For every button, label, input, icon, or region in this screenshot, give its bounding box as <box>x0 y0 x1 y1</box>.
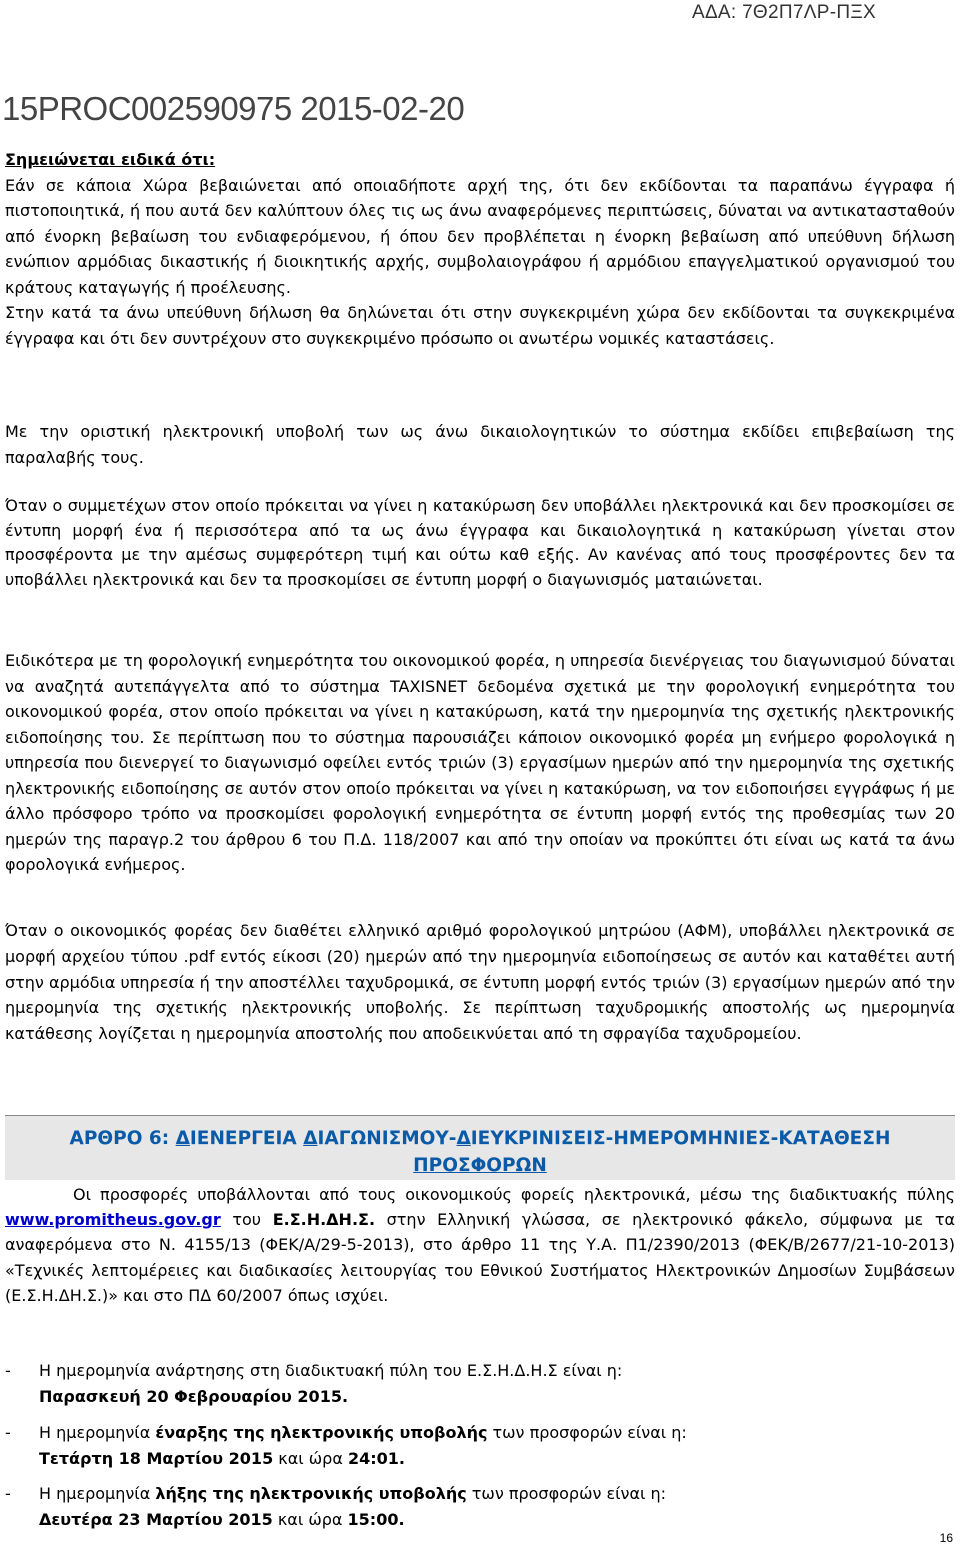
date-item-text-bold: λήξης της ηλεκτρονικής υποβολής <box>155 1484 467 1503</box>
date-item-date: Τετάρτη 18 Μαρτίου 2015 <box>39 1449 274 1468</box>
note-paragraph-1: Εάν σε κάποια Χώρα βεβαιώνεται από οποιαδήποτε αρχή της, ότι δεν εκδίδονται τα παραπάνω έγγραφα ή πιστοποιητικά, ή που αυτά δεν καλύπτουν όλες τις ως άνω αναφερόμενες περιπτώσεις, δύναται να αντικατασταθούν από ένορκη βεβαίωση του ενδιαφερόμενου, ή όπου δεν προβλέπεται η ένορκη βεβαίωση από υπεύθυνη δήλωση ενώπιον αρμόδιας δικαστικής ή διοικητικής αρχής, συμβολαιογράφου ή αρμόδιου επαγγελματικού οργανισμού του κράτους καταγωγής ή προέλευσης. <box>5 175 955 297</box>
dash-bullet: - <box>5 1361 11 1380</box>
note-section <box>5 147 955 351</box>
date-item-text-pre: Η ημερομηνία <box>39 1423 156 1442</box>
article-title-u1: Δ <box>175 1128 190 1149</box>
date-item-time: 15:00. <box>347 1510 405 1529</box>
date-item-time-label: και ώρα <box>272 1510 348 1529</box>
date-item-start <box>5 1420 955 1472</box>
article-title-mid3: ΙΕΥΚΡΙΝΙΣΕΙΣ-ΗΜΕΡΟΜΗΝΙΕΣ-ΚΑΤΑΘΕΣΗ <box>470 1128 891 1149</box>
article-body-a: Οι προσφορές υποβάλλονται από τους οικονομικούς φορείς ηλεκτρονικά, μέσω της διαδικτυακής πύλης <box>73 1185 955 1204</box>
tax-paragraph: Ειδικότερα με τη φορολογική ενημερότητα του οικονομικού φορέα, η υπηρεσία διενέργειας του διαγωνισμού δύναται να αναζητά αυτεπάγγελτα από το σύστημα TAXISNET δεδομένα σχετικά με την φορολογική ενημερότητα του οικονομικού φορέα, στον οποίο πρόκειται να γίνει η κατακύρωση, κατά την ημερομηνία της σχετικής ηλεκτρονικής ειδοποίησης του. Σε περίπτωση που το σύστημα παρουσιάζει κάποιον οικονομικό φορέα μη ενήμερο φορολογικά η υπηρεσία που διενεργεί το διαγωνισμό οφείλει εντός τριών (3) εργασίμων ημερών από την ημερομηνία της σχετικής ηλεκτρονικής ειδοποίησης σε αυτόν στον οποίο πρόκειται να γίνει η κατακύρωση, να τον ειδοποιήσει εγγράφως ή με άλλο πρόσφορο τρόπο να προσκομίσει φορολογική ενημερότητα σε έντυπη μορφή εντός της προθεσμίας των 20 ημερών της παραγρ.2 του άρθρου 6 του Π.Δ. 118/2007 και από την οποίαν να προκύπτει ότι είναι ως κατά τα άνω φορολογικά ενήμερος. <box>5 651 955 874</box>
article-body-bold: Ε.Σ.Η.ΔΗ.Σ. <box>272 1210 376 1230</box>
date-item-time: 24:01. <box>347 1449 405 1468</box>
date-item-time-label: και ώρα <box>273 1449 348 1468</box>
date-item-publish <box>5 1358 955 1410</box>
date-item-text-post: των προσφορών είναι η: <box>466 1484 667 1503</box>
proc-code: 15PROC002590975 2015-02-20 <box>2 90 465 127</box>
article-body-b: του <box>220 1210 273 1230</box>
date-item-date: Δευτέρα 23 Μαρτίου 2015 <box>39 1510 273 1529</box>
ada-code: ΑΔΑ: 7Θ2Π7ΛΡ-ΠΞΧ <box>691 2 876 23</box>
date-item-date: Παρασκευή 20 Φεβρουαρίου 2015. <box>39 1387 349 1406</box>
date-item-end <box>5 1481 955 1533</box>
article-heading <box>5 1125 955 1179</box>
dash-bullet: - <box>5 1484 11 1503</box>
date-item-text: Η ημερομηνία ανάρτησης στη διαδικτυακή πύλη του Ε.Σ.Η.Δ.Η.Σ είναι η: <box>39 1361 623 1380</box>
note-heading: Σημειώνεται ειδικά ότι: <box>5 150 216 169</box>
article-title-mid1: ΙΕΝΕΡΓΕΙΑ <box>189 1128 304 1149</box>
article-title-line2: ΠΡΟΣΦΟΡΩΝ <box>413 1155 547 1176</box>
date-item-text-bold: έναρξης της ηλεκτρονικής υποβολής <box>155 1423 488 1442</box>
confirmation-paragraph: Με την οριστική ηλεκτρονική υποβολή των ως άνω δικαιολογητικών το σύστημα εκδίδει επιβεβαίωση της παραλαβής τους. <box>5 422 955 467</box>
article-body-c: στην Ελληνική γλώσσα, σε ηλεκτρονικό φάκελο, σύμφωνα με τα αναφερόμενα στο Ν. 4155/13 (ΦΕΚ/Α/29-5-2013), στο άρθρο 11 της Υ.Α. Π1/2390/2013 (ΦΕΚ/Β/2677/21-10-2013) «Τεχνικές λεπτομέρειες και διαδικασίες λειτουργίας του Εθνικού Συστήματος Ηλεκτρονικών Δημοσίων Συμβάσεων (Ε.Σ.Η.ΔΗ.Σ.)» και στο ΠΔ 60/2007 όπως ισχύει. <box>5 1210 955 1305</box>
article-title-prefix: ΑΡΘΡΟ 6: <box>69 1128 176 1149</box>
article-title-u3: Δ <box>456 1128 471 1149</box>
date-item-text-post: των προσφορών είναι η: <box>487 1423 687 1442</box>
article-title-mid2: ΙΑΓΩΝΙΣΜΟΥ- <box>317 1128 457 1149</box>
promitheus-link[interactable]: www.promitheus.gov.gr <box>5 1210 221 1230</box>
dash-bullet: - <box>5 1423 11 1442</box>
failure-paragraph: Όταν ο συμμετέχων στον οποίο πρόκειται να γίνει η κατακύρωση δεν υποβάλλει ηλεκτρονικά και δεν προσκομίσει σε έντυπη μορφή ένα ή περισσότερα από τα ως άνω έγγραφα και δικαιολογητικά η κατακύρωση γίνεται στον προσφέροντα με την αμέσως συμφερότερη τιμή και ούτω καθ εξής. Αν κανένας από τους προσφέροντες δεν τα υποβάλλει ηλεκτρονικά και δεν τα προσκομίσει σε έντυπη μορφή ο διαγωνισμός ματαιώνεται. <box>5 496 955 589</box>
article-body <box>5 1182 955 1308</box>
afm-paragraph: Όταν ο οικονομικός φορέας δεν διαθέτει ελληνικό αριθμό φορολογικού μητρώου (ΑΦΜ), υποβάλλει ηλεκτρονικά σε μορφή αρχείου τύπου .pdf εντός είκοσι (20) ημερών από την ημερομηνία ειδοποίησεως σε αυτόν και καταθέτει αυτή στην αρμόδια υπηρεσία ή την αποστέλλει ταχυδρομικά, σε έντυπη μορφή εντός τριών (3) εργασίμων ημερών από την ημερομηνία της σχετικής ηλεκτρονικής υποβολής. Σε περίπτωση ταχυδρομικής αποστολής ως ημερομηνία κατάθεσης λογίζεται η ημερομηνία αποστολής που αποδεικνύεται από τη σφραγίδα ταχυδρομείου. <box>5 921 955 1044</box>
date-item-text-pre: Η ημερομηνία <box>39 1484 156 1503</box>
note-paragraph-2: Στην κατά τα άνω υπεύθυνη δήλωση θα δηλώνεται ότι στην συγκεκριμένη χώρα δεν εκδίδονται τα συγκεκριμένα έγγραφα και ότι δεν συντρέχουν στο συγκεκριμένο πρόσωπο οι ανωτέρω νομικές καταστάσεις. <box>5 303 955 348</box>
page-number: 16 <box>939 1531 953 1545</box>
article-title-u2: Δ <box>303 1128 318 1149</box>
